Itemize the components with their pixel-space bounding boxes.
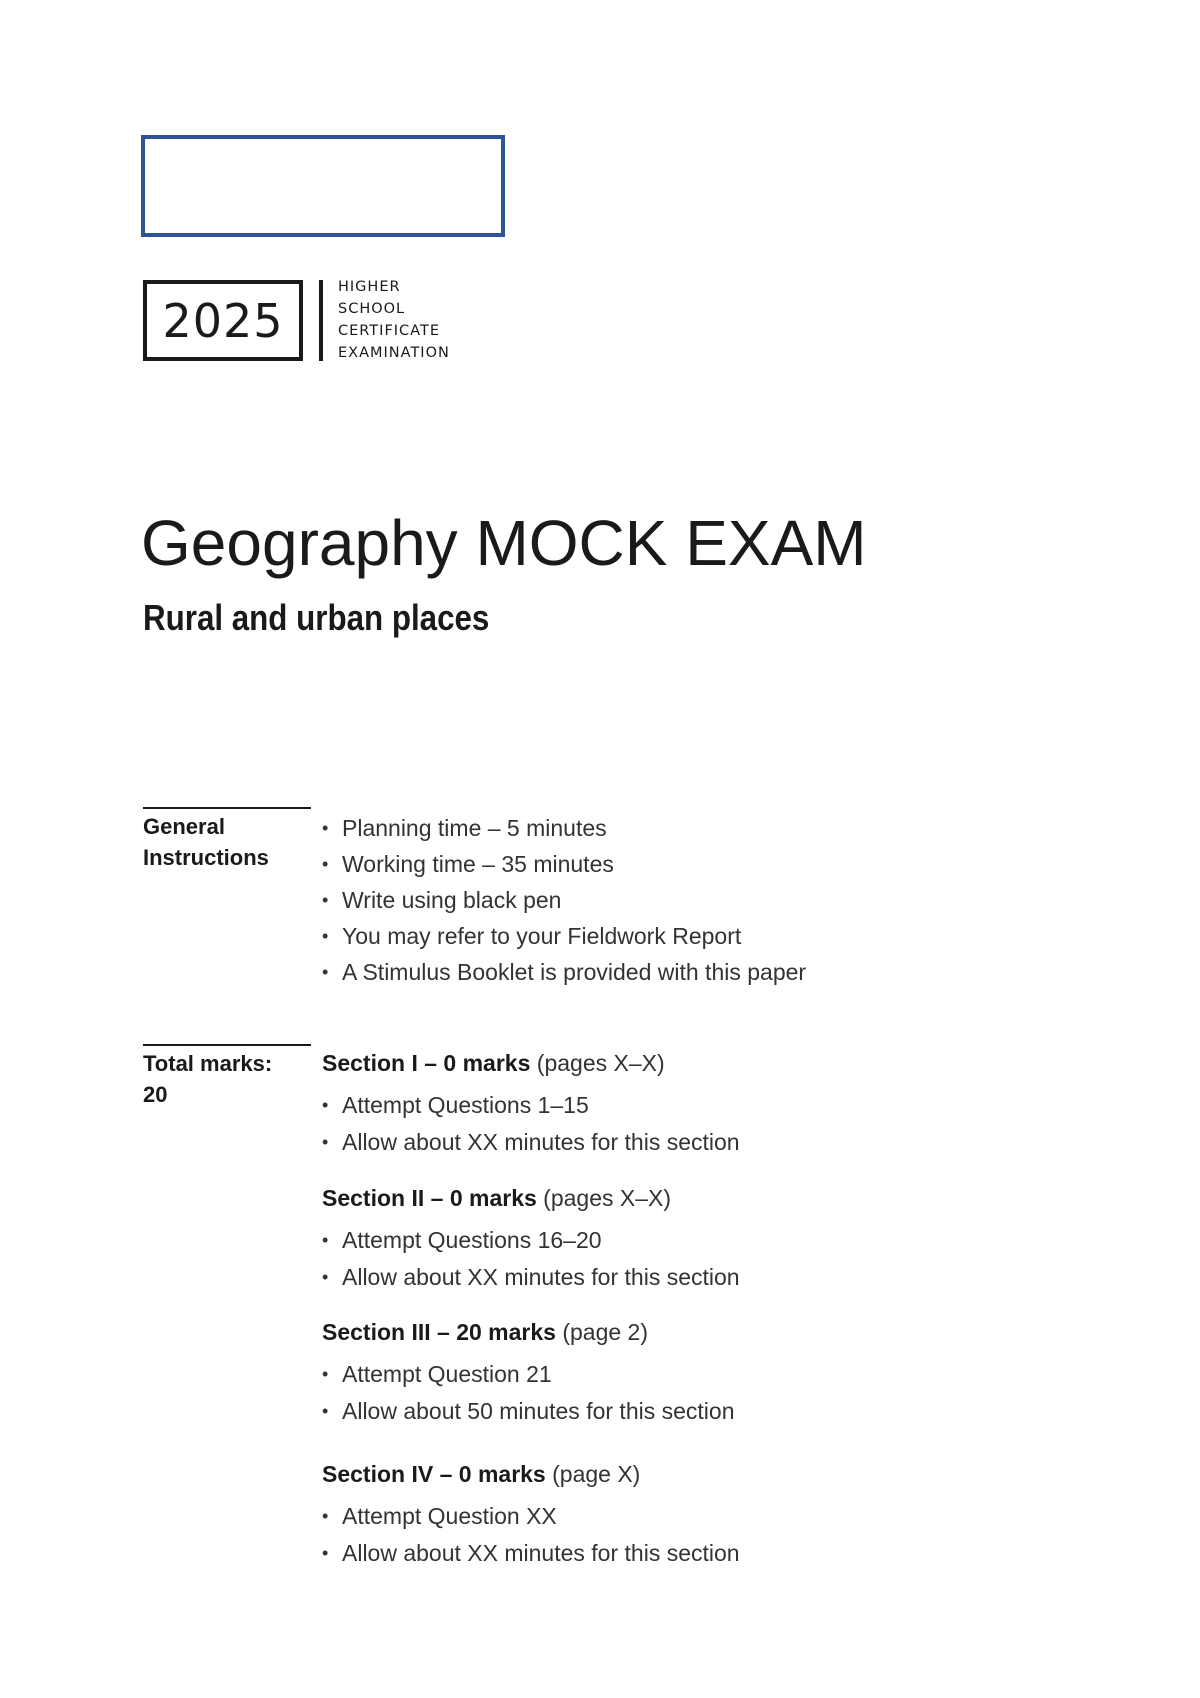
exam-type-label	[338, 276, 450, 364]
list-item: • A Stimulus Booklet is provided with this paper	[322, 954, 806, 990]
page-subtitle: Rural and urban places	[143, 597, 490, 638]
list-item: • Attempt Question XX	[322, 1498, 740, 1535]
list-item: • You may refer to your Fieldwork Report	[322, 918, 806, 954]
section-list	[322, 1356, 734, 1430]
general-instructions-rule	[143, 807, 311, 809]
list-item: • Planning time – 5 minutes	[322, 810, 806, 846]
student-number-box	[141, 135, 505, 237]
section-heading: Section III – 20 marks (page 2)	[322, 1319, 649, 1345]
total-marks-rule	[143, 1044, 311, 1046]
section-heading: Section IV – 0 marks (page X)	[322, 1461, 641, 1487]
section-heading: Section I – 0 marks (pages X–X)	[322, 1050, 665, 1076]
list-item: • Write using black pen	[322, 882, 806, 918]
section-list	[322, 1498, 740, 1572]
section-list	[322, 1222, 740, 1296]
exam-type-line: HIGHER	[338, 279, 401, 295]
list-item: • Allow about XX minutes for this section	[322, 1259, 740, 1296]
list-item: • Attempt Question 21	[322, 1356, 734, 1393]
exam-year: 2025	[143, 280, 303, 361]
section-heading: Section II – 0 marks (pages X–X)	[322, 1185, 672, 1211]
list-item: • Allow about 50 minutes for this section	[322, 1393, 734, 1430]
exam-type-line: EXAMINATION	[338, 345, 450, 361]
general-instructions-list	[322, 810, 806, 990]
list-item: • Attempt Questions 1–15	[322, 1087, 740, 1124]
list-item: • Allow about XX minutes for this section	[322, 1535, 740, 1572]
general-instructions-label: General Instructions	[143, 814, 269, 870]
list-item: • Allow about XX minutes for this section	[322, 1124, 740, 1161]
exam-type-line: CERTIFICATE	[338, 323, 440, 339]
list-item: • Working time – 35 minutes	[322, 846, 806, 882]
page-title: Geography MOCK EXAM	[141, 507, 867, 579]
total-marks-label: Total marks: 20	[143, 1051, 273, 1107]
exam-type-line: SCHOOL	[338, 301, 406, 317]
list-item: • Attempt Questions 16–20	[322, 1222, 740, 1259]
section-list	[322, 1087, 740, 1161]
header-divider	[319, 280, 323, 361]
